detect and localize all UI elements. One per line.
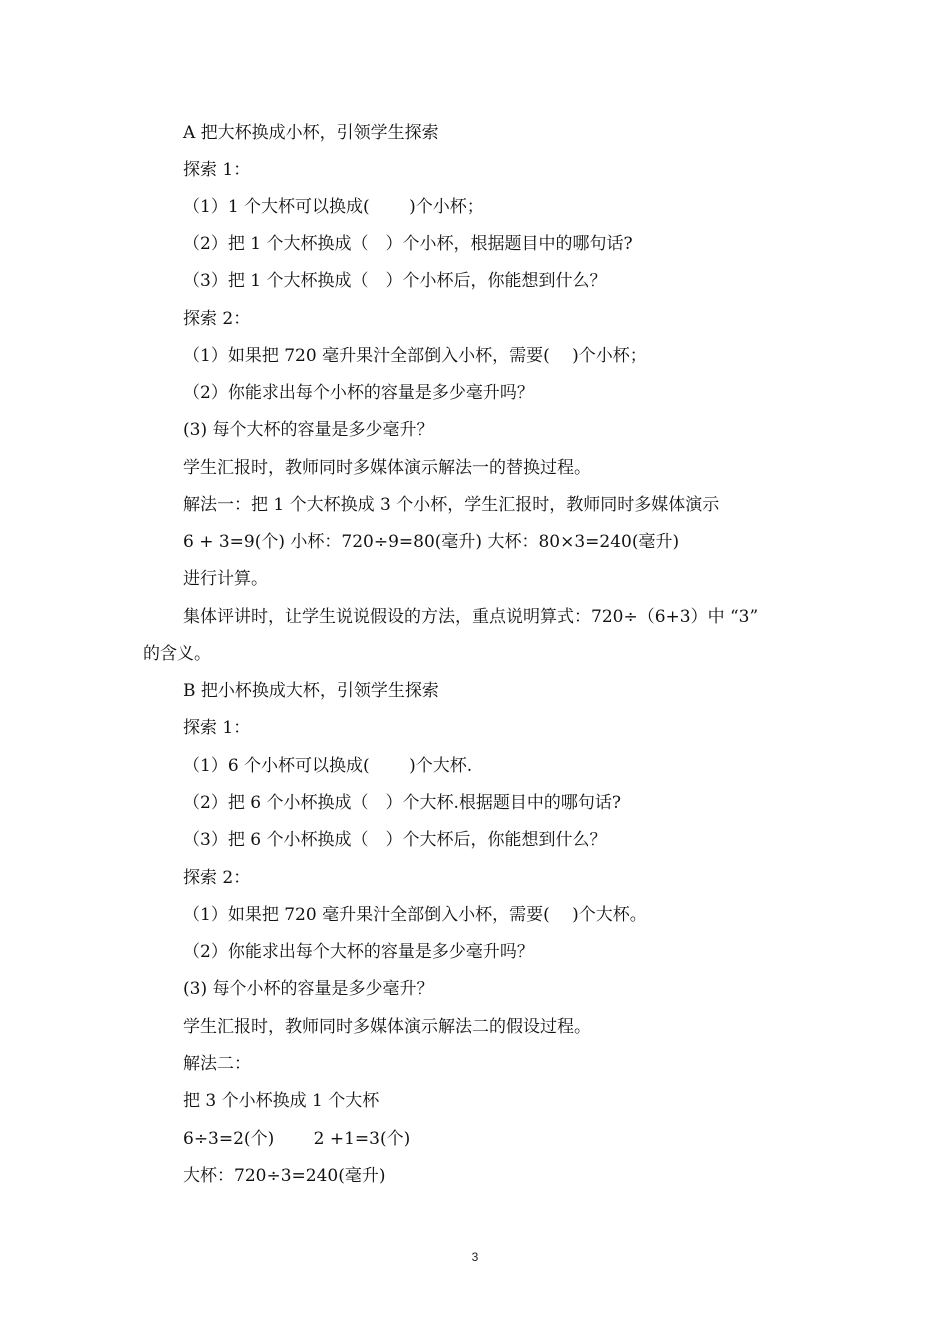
page-number: 3: [471, 1250, 479, 1264]
section-b-heading: B 把小杯换成大杯，引领学生探索: [183, 681, 439, 701]
solution-2-heading: 解法二：: [183, 1054, 251, 1074]
formula-line: 大杯：720÷3=240(毫升): [183, 1166, 386, 1186]
question-line: (3) 每个小杯的容量是多少毫升？: [183, 979, 434, 999]
paragraph-continuation: 的含义。: [143, 644, 211, 664]
question-line: （1）如果把 720 毫升果汁全部倒入小杯，需要( )个小杯；: [183, 346, 647, 366]
formula-line: 6÷3=2(个) 2 +1=3(个): [183, 1129, 411, 1149]
section-a-heading: A 把大杯换成小杯，引领学生探索: [183, 123, 439, 143]
paragraph-line: 学生汇报时，教师同时多媒体演示解法一的替换过程。: [183, 458, 591, 478]
question-line: （3）把 6 个小杯换成（ ）个大杯后，你能想到什么？: [183, 830, 607, 850]
explore-2-heading: 探索 2：: [183, 309, 251, 329]
paragraph-line: 集体评讲时，让学生说说假设的方法，重点说明算式：720÷（6+3）中 “3”: [183, 607, 759, 627]
paragraph-line: 进行计算。: [183, 569, 268, 589]
question-line: （2）你能求出每个大杯的容量是多少毫升吗？: [183, 942, 534, 962]
question-line: （1）如果把 720 毫升果汁全部倒入小杯，需要( )个大杯。: [183, 905, 647, 925]
question-line: (3) 每个大杯的容量是多少毫升？: [183, 420, 434, 440]
question-line: （1）1 个大杯可以换成( )个小杯；: [183, 197, 484, 217]
paragraph-line: 学生汇报时，教师同时多媒体演示解法二的假设过程。: [183, 1017, 591, 1037]
explore-1-heading: 探索 1：: [183, 718, 251, 738]
question-line: （3）把 1 个大杯换成（ ）个小杯后，你能想到什么？: [183, 271, 607, 291]
question-line: （2）把 6 个小杯换成（ ）个大杯.根据题目中的哪句话?: [183, 793, 621, 813]
question-line: （1）6 个小杯可以换成( )个大杯.: [183, 756, 473, 776]
formula-line: 把 3 个小杯换成 1 个大杯: [183, 1091, 380, 1111]
explore-1-heading: 探索 1：: [183, 160, 251, 180]
explore-2-heading: 探索 2：: [183, 868, 251, 888]
formula-line: 6 + 3=9(个) 小杯：720÷9=80(毫升) 大杯：80×3=240(毫升): [183, 532, 680, 552]
solution-1-line: 解法一：把 1 个大杯换成 3 个小杯，学生汇报时，教师同时多媒体演示: [183, 495, 720, 515]
question-line: （2）把 1 个大杯换成（ ）个小杯，根据题目中的哪句话?: [183, 234, 633, 254]
question-line: （2）你能求出每个小杯的容量是多少毫升吗？: [183, 383, 534, 403]
